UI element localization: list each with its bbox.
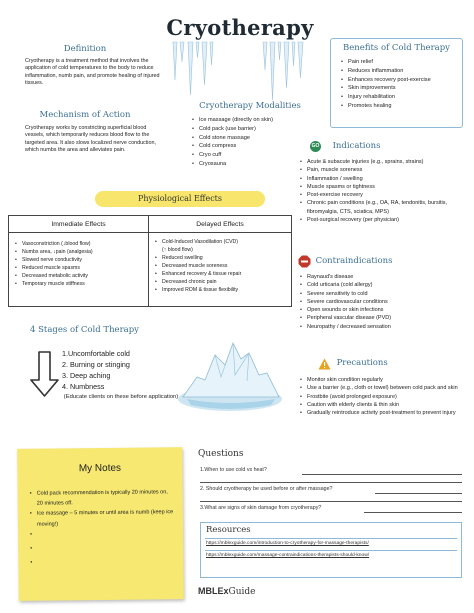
list-item: • Cold pack recommendation is typically 20 minutes on, 20 minutes off. [30, 487, 175, 509]
contraindications-header [298, 255, 468, 268]
list-item [30, 556, 175, 572]
my-notes-heading: My Notes [78, 462, 122, 475]
list-item: • Decreased chronic pain [155, 278, 287, 286]
stage-item: 1.Uncomfortable cold [62, 349, 130, 358]
resources-heading: Resources [206, 525, 251, 535]
precautions-header [318, 358, 468, 370]
indications-list [300, 158, 465, 224]
stages-note: (Educate clients on these before application) [63, 393, 179, 400]
delayed-effects-list [155, 238, 287, 294]
stop-icon [298, 255, 311, 268]
benefits-box [330, 38, 463, 128]
list-item: • Muscle spasms or tightness [300, 183, 465, 191]
my-notes-sticky [17, 447, 184, 601]
list-item: • Chronic pain conditions (e.g., OA, RA, tendonitis, bursitis, fibromyalgia, CTS, sciatica, MPS) [300, 199, 465, 216]
list-item: • Pain relief [341, 58, 462, 67]
stages-heading: 4 Stages of Cold Therapy [30, 325, 139, 335]
stages-list [62, 348, 182, 401]
delayed-effects-column [149, 216, 291, 306]
list-item: • Raynaud's disease [300, 273, 465, 281]
modalities-section [190, 101, 310, 168]
list-item: • Open wounds or skin infections [300, 306, 465, 314]
list-item: • Reduced muscle spasms [15, 264, 144, 272]
warning-icon [318, 358, 331, 370]
list-item: • Reduced swelling [155, 254, 287, 262]
list-item: • Cold-Induced Vasodilation (CVD) [155, 238, 287, 246]
immediate-effects-list [15, 240, 144, 288]
list-item: • Cryo cuff [192, 151, 310, 160]
list-item: • Severe cardiovascular conditions [300, 298, 465, 306]
list-item: • Enhanced recovery & tissue repair [155, 270, 287, 278]
list-item: • Pain, muscle soreness [300, 166, 465, 174]
list-item: • Gradually reintroduce activity post-treatment to prevent injury [300, 409, 465, 417]
list-item: • Ice massage – 5 minutes or until area is numb (keep ice moving!) [30, 508, 175, 530]
contraindications-heading: Contraindications [315, 255, 393, 266]
list-item [30, 528, 175, 544]
immediate-effects-column [9, 216, 149, 306]
list-item: • Injury rehabilitation [341, 93, 462, 102]
physiological-effects-banner: Physiological Effects [95, 191, 265, 207]
definition-heading: Definition [63, 44, 107, 54]
brand-prefix: MBLEx [198, 586, 229, 596]
answer-line[interactable] [302, 474, 462, 475]
mechanism-text: Cryotherapy works by constricting superficial blood vessels, which temporarily reduces blood flow to the targeted area. It also slows localized nerve conduction, which numbs the area and alleviates pain. [25, 125, 156, 153]
mechanism-heading: Mechanism of Action [39, 110, 131, 120]
list-item: • Caution with elderly clients & thin skin [300, 401, 465, 409]
definition-text: Cryotherapy is a treatment method that involves the application of cold temperatures to the body to reduce inflammation, numb pain, and promote healing of injured tissues. [25, 58, 160, 86]
indications-header [310, 141, 470, 152]
list-item: • Neuropathy / decreased sensation [300, 323, 465, 331]
list-item: • Frostbite (avoid prolonged exposure) [300, 393, 465, 401]
stage-item: 2. Burning or stinging [62, 360, 130, 370]
modalities-list [192, 116, 310, 168]
list-item: • Promotes healing [341, 102, 462, 111]
page-title: Cryotherapy [166, 15, 314, 40]
questions-heading: Questions [198, 449, 244, 459]
list-item: • Cold pack (use barrier) [192, 125, 310, 134]
list-item: • Numbs area, ↓pain (analgesia) [15, 248, 144, 256]
precautions-heading: Precautions [336, 358, 388, 369]
list-item: • Improved ROM & tissue flexibility [155, 286, 287, 294]
list-item: • Post-exercise recovery [300, 191, 465, 199]
divider [205, 550, 457, 551]
list-item: • Severe sensitivity to cold [300, 290, 465, 298]
list-item: • Post-surgical recovery (per physician) [300, 216, 465, 224]
divider [205, 538, 457, 539]
list-item: • Vasoconstriction (↓blood flow) [15, 240, 144, 248]
answer-line[interactable] [364, 512, 462, 513]
brand-logo [198, 585, 255, 598]
list-item: • Monitor skin condition regularly [300, 376, 465, 384]
resources-box [200, 522, 462, 578]
benefits-list [341, 58, 462, 110]
resource-link-2[interactable]: https://mblexguide.com/massage-contraindications-therapists-should-know/ [206, 553, 370, 559]
list-item: • Cold stone massage [192, 134, 310, 143]
list-item: • Decreased metabolic activity [15, 272, 144, 280]
list-item: • Cold compress [192, 142, 310, 151]
effects-table [8, 215, 292, 307]
modalities-heading: Cryotherapy Modalities [199, 101, 301, 111]
benefits-heading: Benefits of Cold Therapy [343, 43, 450, 53]
question-1: 1.When to use cold vs heat? [200, 467, 267, 473]
answer-line[interactable] [375, 493, 462, 494]
go-icon: GO [310, 141, 321, 152]
resource-link-1[interactable]: https://mblexguide.com/introduction-to-cryotherapy-for-massage-therapists/ [206, 541, 369, 547]
list-item: • Ice massage (directly on skin) [192, 116, 310, 125]
indications-heading: Indications [332, 141, 381, 151]
stage-item: 4. Numbness [62, 382, 105, 392]
list-item: • Slowed nerve conductivity [15, 256, 144, 264]
list-item: • Inflammation / swelling [300, 175, 465, 183]
contraindications-list [300, 273, 465, 331]
my-notes-list [30, 487, 176, 572]
list-item: • Peripheral vascular disease (PVD) [300, 314, 465, 322]
list-item: • Cold urticaria (cold allergy) [300, 281, 465, 289]
arrow-down-icon [30, 350, 64, 398]
list-item: • Cryosauna [192, 160, 310, 169]
answer-line[interactable] [200, 501, 462, 502]
icicles-illustration [168, 40, 308, 110]
precautions-list [300, 376, 465, 417]
list-item: • Enhances recovery post-exercise [341, 76, 462, 85]
question-2: 2. Should cryotherapy be used before or after massage? [200, 486, 333, 492]
immediate-effects-heading: Immediate Effects [9, 216, 148, 233]
list-item [30, 542, 175, 558]
list-item: • Temporary muscle stiffness [15, 280, 144, 288]
delayed-effects-heading: Delayed Effects [149, 216, 291, 233]
iceberg-illustration [175, 325, 285, 415]
list-item: • Acute & subacute injuries (e.g., sprains, strains) [300, 158, 465, 166]
list-item: • Decreased muscle soreness [155, 262, 287, 270]
question-3: 3.What are signs of skin damage from cryotherapy? [200, 505, 322, 511]
list-item: • Skin improvements [341, 84, 462, 93]
stage-item: 3. Deep aching [62, 371, 111, 381]
list-item: • Reduces inflammation [341, 67, 462, 76]
list-item: • Use a barrier (e.g., cloth or towel) between cold pack and skin [300, 384, 465, 392]
brand-suffix: Guide [228, 587, 256, 597]
answer-line[interactable] [200, 482, 462, 483]
list-item-continuation: (↑ blood flow) [162, 247, 193, 254]
